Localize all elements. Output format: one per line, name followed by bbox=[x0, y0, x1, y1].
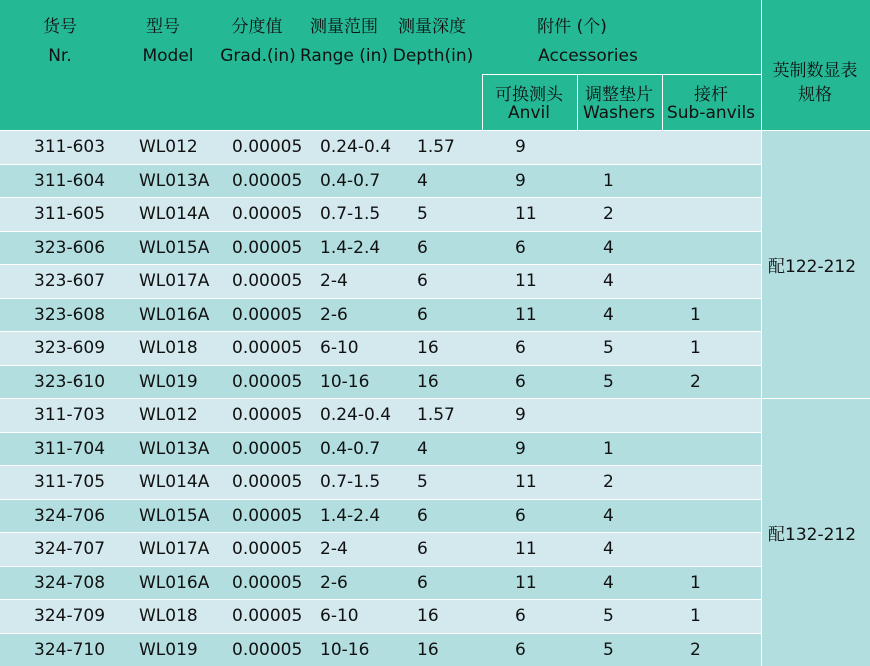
cell-nr: 323-610 bbox=[34, 371, 106, 392]
cell-range: 0.7-1.5 bbox=[320, 472, 381, 492]
cell-grad: 0.00005 bbox=[232, 237, 303, 258]
cell-sub bbox=[690, 532, 761, 566]
cell-grad: 0.00005 bbox=[232, 371, 303, 392]
cell-model: WL016A bbox=[139, 304, 210, 325]
row-divider bbox=[0, 465, 761, 466]
cell-grad: 0.00005 bbox=[232, 204, 303, 224]
header-divider bbox=[482, 74, 761, 75]
cell-depth: 16 bbox=[417, 338, 439, 358]
cell-depth: 5 bbox=[417, 472, 428, 492]
cell-model: WL014A bbox=[139, 204, 210, 224]
header-subanvils-cn: 接杆 bbox=[694, 85, 728, 105]
cell-sub bbox=[690, 264, 761, 298]
cell-grad: 0.00005 bbox=[232, 539, 303, 559]
cell-depth: 16 bbox=[417, 639, 439, 660]
cell-nr: 311-603 bbox=[34, 137, 106, 157]
cell-sub: 1 bbox=[690, 304, 701, 325]
row-divider bbox=[0, 633, 761, 634]
cell-washers bbox=[603, 130, 662, 164]
cell-anvil: 6 bbox=[515, 639, 526, 660]
cell-anvil: 11 bbox=[515, 472, 537, 492]
cell-anvil: 9 bbox=[515, 170, 526, 191]
cell-grad: 0.00005 bbox=[232, 170, 303, 191]
cell-range: 1.4-2.4 bbox=[320, 505, 381, 526]
row-divider bbox=[0, 197, 761, 198]
cell-sub bbox=[690, 130, 761, 164]
cell-depth: 5 bbox=[417, 204, 428, 224]
cell-sub bbox=[690, 499, 761, 532]
cell-washers: 4 bbox=[603, 237, 614, 258]
cell-model: WL017A bbox=[139, 271, 210, 291]
row-divider bbox=[0, 532, 761, 533]
group-divider bbox=[0, 130, 870, 131]
cell-grad: 0.00005 bbox=[232, 271, 303, 291]
header-depth-cn: 测量深度 bbox=[398, 17, 466, 37]
cell-sub: 1 bbox=[690, 572, 701, 593]
cell-depth: 4 bbox=[417, 170, 428, 191]
cell-washers: 2 bbox=[603, 204, 614, 224]
cell-grad: 0.00005 bbox=[232, 472, 303, 492]
header-divider bbox=[577, 74, 578, 130]
cell-sub bbox=[690, 465, 761, 499]
spec-cell: 配122-212 bbox=[762, 130, 870, 398]
header-divider bbox=[761, 0, 762, 130]
cell-grad: 0.00005 bbox=[232, 572, 303, 593]
cell-grad: 0.00005 bbox=[232, 304, 303, 325]
row-divider bbox=[0, 231, 761, 232]
cell-grad: 0.00005 bbox=[232, 505, 303, 526]
header-range-cn: 测量范围 bbox=[310, 17, 378, 37]
header-anvil-cn: 可换测头 bbox=[495, 85, 563, 105]
cell-anvil: 9 bbox=[515, 438, 526, 459]
cell-sub bbox=[690, 197, 761, 231]
cell-anvil: 11 bbox=[515, 204, 537, 224]
cell-anvil: 6 bbox=[515, 371, 526, 392]
cell-model: WL015A bbox=[139, 237, 210, 258]
spec-cell: 配132-212 bbox=[762, 398, 870, 666]
header-divider bbox=[482, 74, 483, 130]
cell-range: 10-16 bbox=[320, 639, 370, 660]
row-divider bbox=[0, 264, 761, 265]
cell-nr: 323-607 bbox=[34, 271, 106, 291]
header-nr-cn: 货号 bbox=[43, 17, 77, 37]
cell-model: WL018 bbox=[139, 338, 198, 358]
cell-range: 2-6 bbox=[320, 572, 348, 593]
cell-range: 0.7-1.5 bbox=[320, 204, 381, 224]
cell-model: WL019 bbox=[139, 639, 198, 660]
cell-range: 0.24-0.4 bbox=[320, 137, 392, 157]
cell-range: 2-6 bbox=[320, 304, 348, 325]
cell-washers bbox=[603, 398, 662, 432]
group-divider bbox=[0, 398, 870, 399]
cell-grad: 0.00005 bbox=[232, 438, 303, 459]
header-subanvils-en: Sub-anvils bbox=[666, 103, 756, 123]
cell-grad: 0.00005 bbox=[232, 639, 303, 660]
cell-sub: 1 bbox=[690, 606, 701, 626]
cell-depth: 16 bbox=[417, 371, 439, 392]
cell-washers: 4 bbox=[603, 505, 614, 526]
row-divider bbox=[0, 365, 761, 366]
cell-depth: 6 bbox=[417, 237, 428, 258]
cell-nr: 311-604 bbox=[34, 170, 106, 191]
cell-sub bbox=[690, 432, 761, 465]
cell-model: WL013A bbox=[139, 438, 210, 459]
header-accessories-cn: 附件 (个) bbox=[537, 17, 607, 37]
cell-washers: 5 bbox=[603, 371, 614, 392]
cell-range: 6-10 bbox=[320, 606, 359, 626]
cell-sub: 1 bbox=[690, 338, 701, 358]
cell-washers: 1 bbox=[603, 170, 614, 191]
cell-nr: 323-606 bbox=[34, 237, 106, 258]
cell-washers: 5 bbox=[603, 639, 614, 660]
cell-model: WL019 bbox=[139, 371, 198, 392]
cell-depth: 6 bbox=[417, 271, 428, 291]
header-grad-cn: 分度值 bbox=[231, 17, 283, 37]
cell-model: WL014A bbox=[139, 472, 210, 492]
cell-washers: 4 bbox=[603, 572, 614, 593]
cell-range: 0.4-0.7 bbox=[320, 438, 381, 459]
cell-anvil: 11 bbox=[515, 539, 537, 559]
cell-washers: 1 bbox=[603, 438, 614, 459]
cell-depth: 1.57 bbox=[417, 137, 455, 157]
cell-sub bbox=[690, 398, 761, 432]
header-model-cn: 型号 bbox=[146, 17, 180, 37]
cell-nr: 323-609 bbox=[34, 338, 106, 358]
cell-grad: 0.00005 bbox=[232, 405, 303, 425]
cell-nr: 324-710 bbox=[34, 639, 106, 660]
header-depth-en: Depth(in) bbox=[392, 46, 474, 66]
cell-range: 0.4-0.7 bbox=[320, 170, 381, 191]
cell-nr: 324-709 bbox=[34, 606, 106, 626]
cell-anvil: 6 bbox=[515, 505, 526, 526]
cell-anvil: 6 bbox=[515, 606, 526, 626]
cell-range: 2-4 bbox=[320, 539, 348, 559]
cell-anvil: 11 bbox=[515, 271, 537, 291]
cell-sub: 2 bbox=[690, 639, 701, 660]
cell-grad: 0.00005 bbox=[232, 606, 303, 626]
cell-anvil: 11 bbox=[515, 572, 537, 593]
cell-model: WL017A bbox=[139, 539, 210, 559]
cell-depth: 6 bbox=[417, 539, 428, 559]
cell-depth: 6 bbox=[417, 304, 428, 325]
cell-range: 10-16 bbox=[320, 371, 370, 392]
cell-washers: 4 bbox=[603, 539, 614, 559]
cell-washers: 2 bbox=[603, 472, 614, 492]
cell-model: WL015A bbox=[139, 505, 210, 526]
row-divider bbox=[0, 599, 761, 600]
cell-nr: 323-608 bbox=[34, 304, 106, 325]
header-anvil-en: Anvil bbox=[508, 103, 550, 123]
row-divider bbox=[0, 566, 761, 567]
row-divider bbox=[0, 298, 761, 299]
cell-anvil: 9 bbox=[515, 137, 526, 157]
cell-washers: 4 bbox=[603, 304, 614, 325]
cell-sub bbox=[690, 231, 761, 264]
cell-range: 0.24-0.4 bbox=[320, 405, 392, 425]
cell-range: 6-10 bbox=[320, 338, 359, 358]
header-spec-label: 规格 bbox=[798, 85, 832, 105]
cell-nr: 311-704 bbox=[34, 438, 106, 459]
cell-washers: 5 bbox=[603, 606, 614, 626]
cell-anvil: 6 bbox=[515, 237, 526, 258]
row-divider bbox=[0, 164, 761, 165]
cell-grad: 0.00005 bbox=[232, 137, 303, 157]
row-divider bbox=[0, 331, 761, 332]
cell-depth: 6 bbox=[417, 572, 428, 593]
header-nr-en: Nr. bbox=[48, 46, 72, 66]
cell-nr: 324-706 bbox=[34, 505, 106, 526]
header-washers-cn: 调整垫片 bbox=[585, 85, 653, 105]
cell-nr: 311-703 bbox=[34, 405, 106, 425]
cell-depth: 6 bbox=[417, 505, 428, 526]
cell-model: WL012 bbox=[139, 405, 198, 425]
cell-depth: 4 bbox=[417, 438, 428, 459]
header-model-en: Model bbox=[142, 46, 194, 66]
header-divider bbox=[662, 74, 663, 130]
header-spec-cn: 英制数显表 bbox=[772, 61, 858, 81]
cell-model: WL013A bbox=[139, 170, 210, 191]
header-range-en: Range (in) bbox=[299, 46, 389, 66]
cell-washers: 4 bbox=[603, 271, 614, 291]
spec-column-divider bbox=[761, 130, 762, 666]
cell-model: WL018 bbox=[139, 606, 198, 626]
row-divider bbox=[0, 499, 761, 500]
cell-depth: 16 bbox=[417, 606, 439, 626]
cell-nr: 324-708 bbox=[34, 572, 106, 593]
cell-washers: 5 bbox=[603, 338, 614, 358]
header-accessories-en: Accessories bbox=[538, 46, 638, 66]
cell-range: 1.4-2.4 bbox=[320, 237, 381, 258]
cell-anvil: 11 bbox=[515, 304, 537, 325]
cell-depth: 1.57 bbox=[417, 405, 455, 425]
cell-sub: 2 bbox=[690, 371, 701, 392]
header-grad-en: Grad.(in) bbox=[220, 46, 296, 66]
row-divider bbox=[0, 432, 761, 433]
cell-model: WL016A bbox=[139, 572, 210, 593]
cell-nr: 311-605 bbox=[34, 204, 106, 224]
cell-range: 2-4 bbox=[320, 271, 348, 291]
cell-grad: 0.00005 bbox=[232, 338, 303, 358]
cell-nr: 311-705 bbox=[34, 472, 106, 492]
header-washers-en: Washers bbox=[582, 103, 656, 123]
cell-anvil: 9 bbox=[515, 405, 526, 425]
cell-nr: 324-707 bbox=[34, 539, 106, 559]
cell-sub bbox=[690, 164, 761, 197]
cell-model: WL012 bbox=[139, 137, 198, 157]
cell-anvil: 6 bbox=[515, 338, 526, 358]
